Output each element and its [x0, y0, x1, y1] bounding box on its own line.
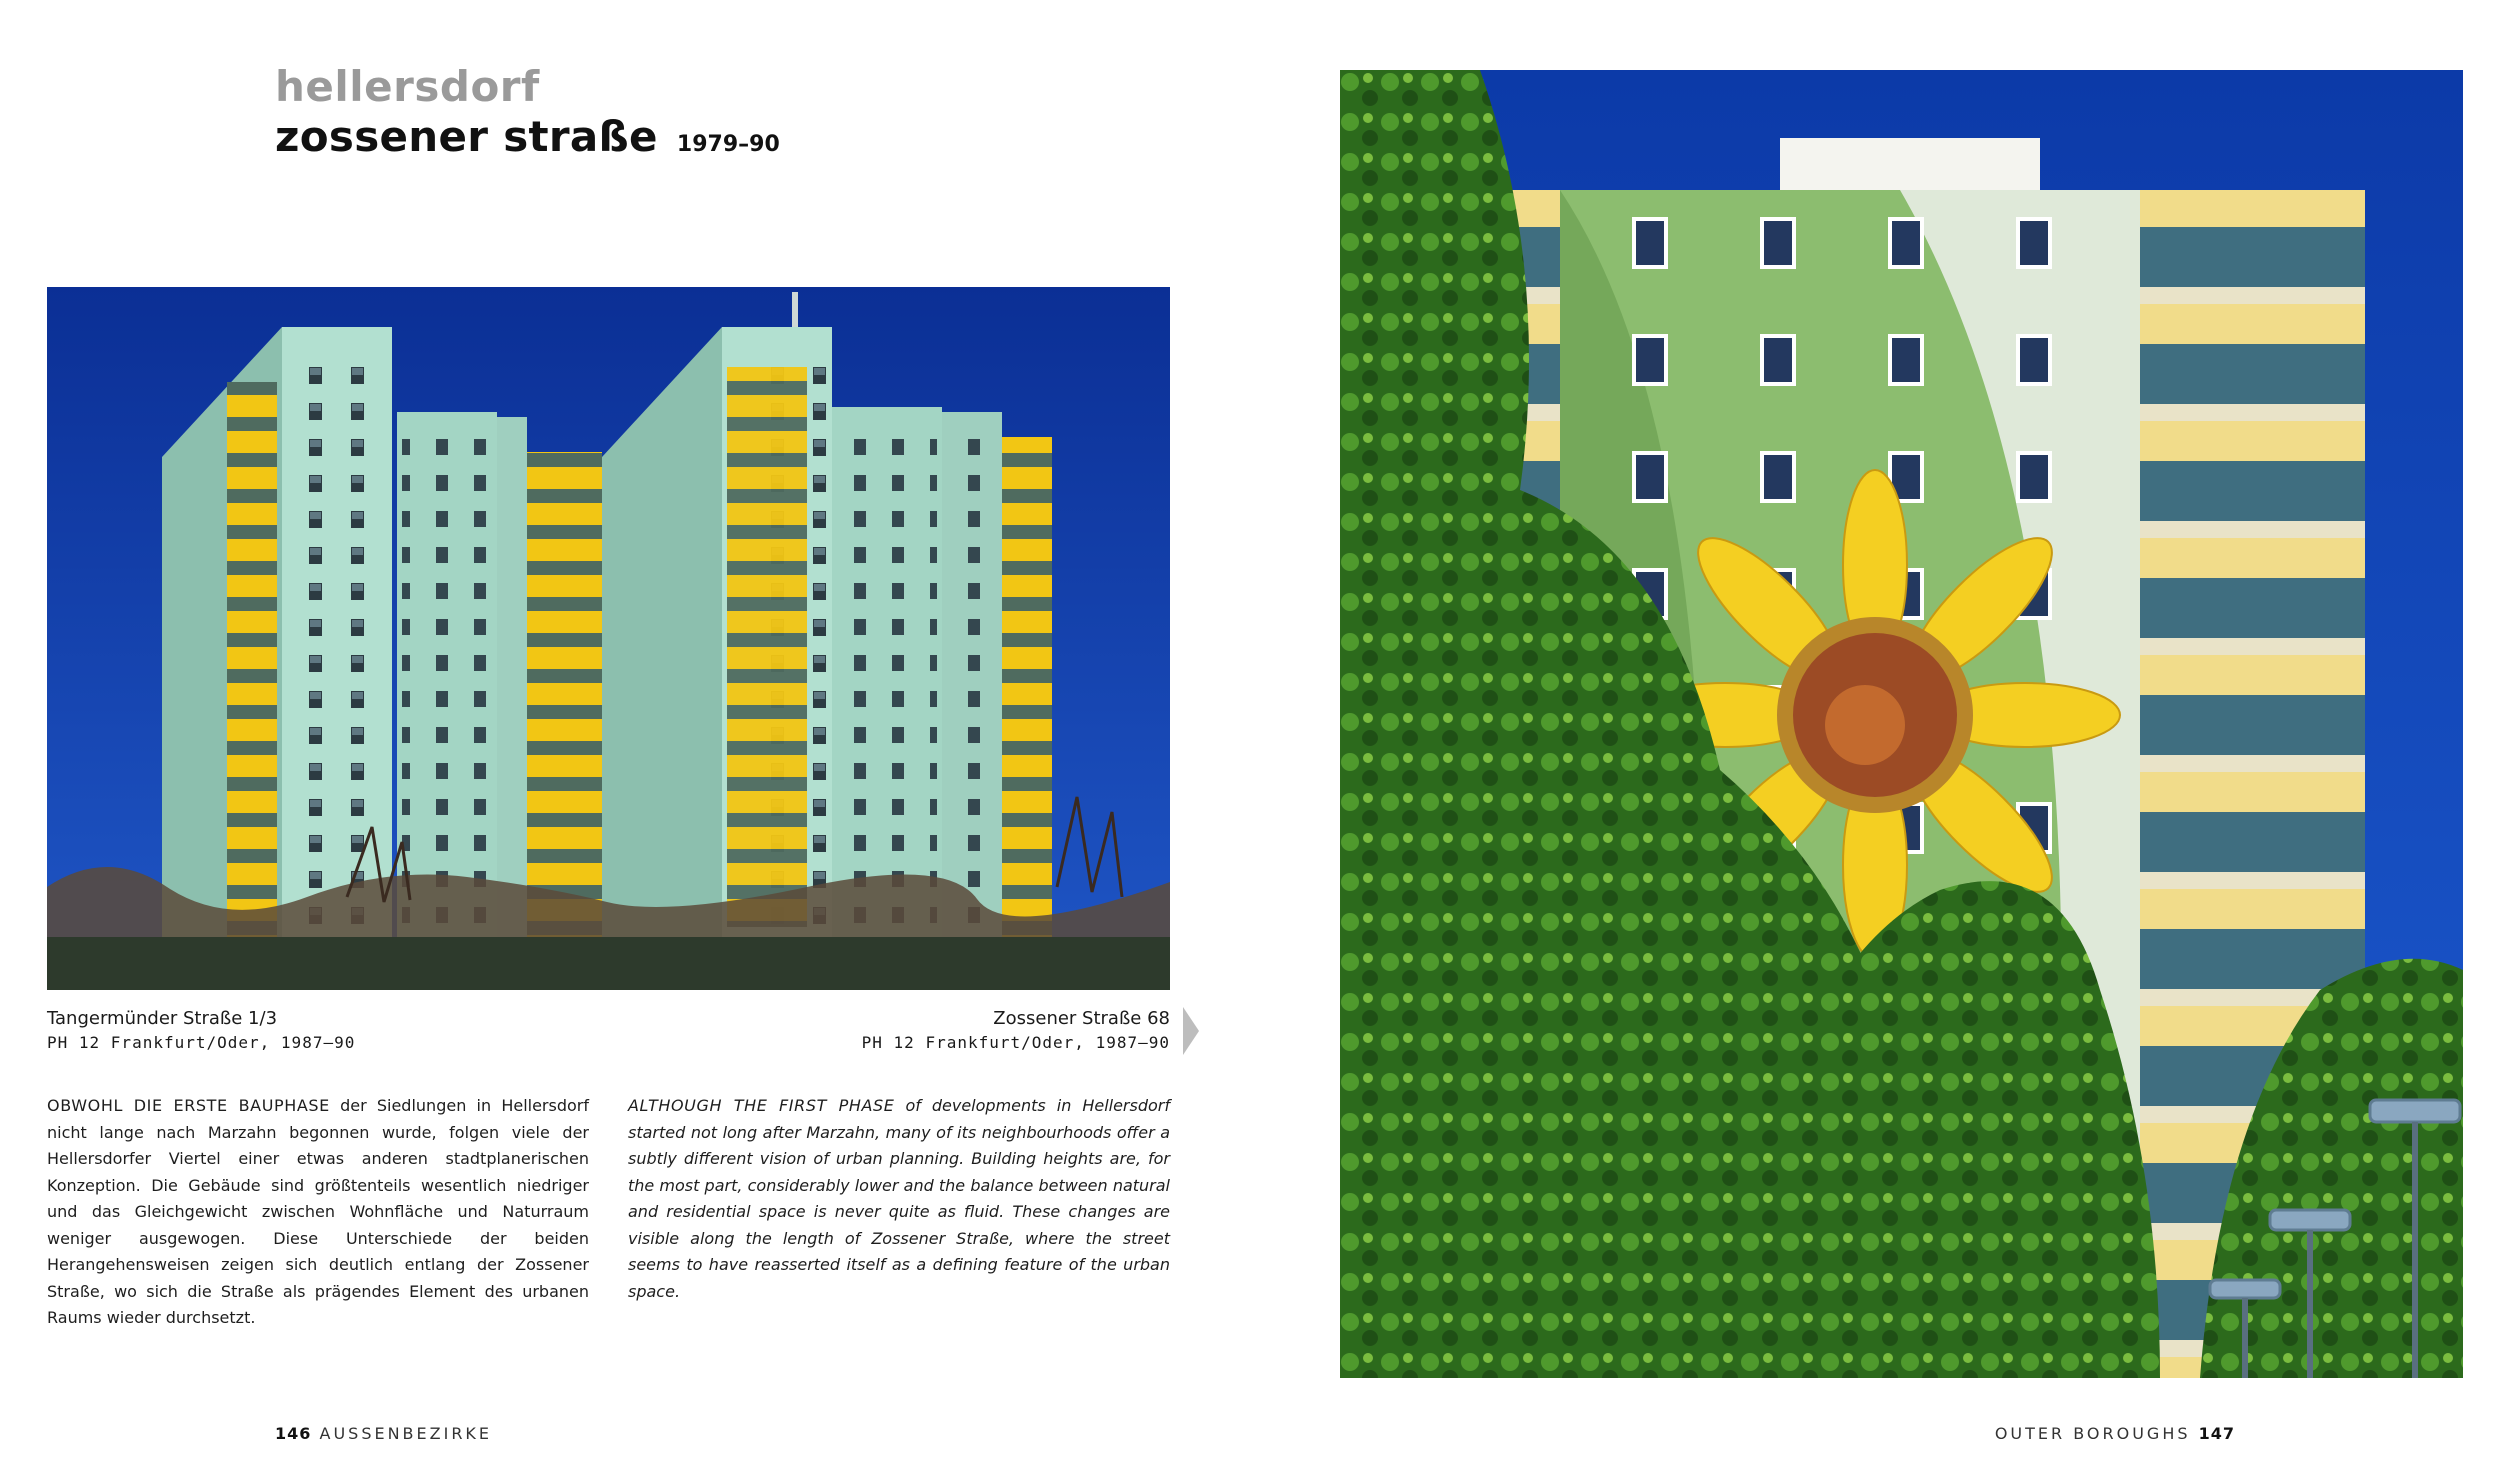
title-years: 1979–90: [676, 132, 780, 157]
footer-right: [1995, 1424, 2235, 1443]
section-label-left: AUSSENBEZIRKE: [319, 1424, 493, 1443]
section-label-right: OUTER BOROUGHS: [1994, 1424, 2191, 1443]
photo-tangermuender-strasse: [47, 287, 1170, 990]
body-text-german: [47, 1093, 589, 1332]
page-number-left: 146: [275, 1424, 312, 1443]
caption-left: [47, 1007, 355, 1055]
district-heading: hellersdorf: [275, 62, 540, 111]
body-english-lead: ALTHOUGH THE FIRST PHASE: [628, 1096, 895, 1115]
caption-right-type: PH 12 Frankfurt/Oder, 1987–90: [861, 1033, 1170, 1052]
page-title: zossener straße: [275, 112, 658, 161]
body-german-text: der Siedlungen in Hellersdorf nicht lange nach Marzahn begonnen wurde, folgen viele der Hellersdorfer Viertel einer etwas anderen stadtplanerischen Konzeption. Die Gebäude sind größtenteils wesentlich niedriger und das Gleichgewicht zwischen Wohnfläche und Naturraum weniger ausgewogen. Diese Unterschiede der beiden Herangehensweisen zeigen sich deutlich entlang der Zossener Straße, wo sich die Straße als prägendes Element des urbanen Raums wieder durchsetzt.: [47, 1096, 589, 1327]
caption-left-address: Tangermünder Straße 1/3: [47, 1008, 278, 1029]
body-english-text: of developments in Hellersdorf started not long after Marzahn, many of its neighbourhoods offer a subtly different vision of urban planning. Building heights are, for the most part, considerably lower and the balance between natural and residential space is never quite as fluid. These changes are visible along the length of Zossener Straße, where the street seems to have reasserted itself as a defining feature of the urban space.: [628, 1096, 1170, 1301]
photo-zossener-strasse-68: [1340, 70, 2463, 1378]
body-text-english: [628, 1093, 1170, 1305]
page-number-right: 147: [2198, 1424, 2235, 1443]
caption-left-type: PH 12 Frankfurt/Oder, 1987–90: [47, 1033, 356, 1052]
caption-right-address: Zossener Straße 68: [993, 1008, 1170, 1029]
chevron-right-icon: [1183, 1007, 1199, 1055]
footer-left: [275, 1424, 492, 1443]
caption-right: [862, 1007, 1170, 1055]
body-german-lead: OBWOHL DIE ERSTE BAUPHASE: [47, 1096, 330, 1115]
title-row: [275, 112, 780, 161]
